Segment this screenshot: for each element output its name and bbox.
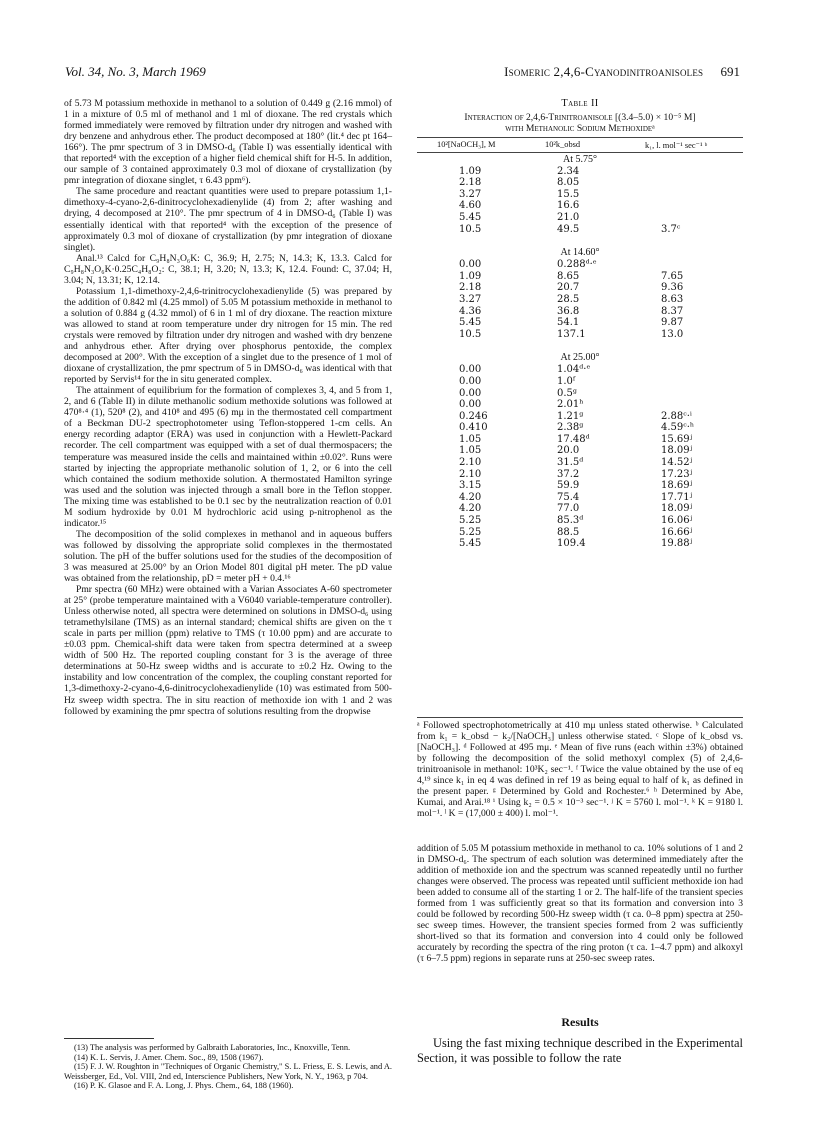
- table-row: [417, 434, 743, 446]
- paragraph: Using the fast mixing technique described in the Experimental Section, it was possible to follow the rate: [417, 1036, 743, 1065]
- table-footnote-text: ᵃ Followed spectrophotometrically at 410 mμ unless stated otherwise. ᵇ Calculated from k₁ = k_obsd − k₂/[NaOCH₃] unless otherwise stated. ᶜ Slope of k_obsd vs. [NaOCH₃]. ᵈ Followed at 495 mμ. ᵉ Mean of five runs (each within ±3%) obtained by following the decomposition of the solid methoxyl complex (5) of 2,4,6-trinitroanisole in methanol: 10³K₂ sec⁻¹. ᶠ Twice the value obtained by the use of eq 4,¹⁹ since k₁ in eq 4 was defined in ref 19 as being equal to half of k₁ as defined in the present paper. ᵍ Determined by Gold and Rochester.⁶ ʰ Determined by Abe, Kumai, and Arai.¹⁸ ⁱ Using k₂ = 0.5 × 10⁻³ sec⁻¹. ʲ K = 5760 l. mol⁻¹. ᵏ K = 9180 l. mol⁻¹. ˡ K = (17,000 ± 400) l. mol⁻¹.: [417, 720, 743, 820]
- left-column: [64, 98, 392, 717]
- paragraph: The same procedure and reactant quantities were used to prepare potassium 1,1-dimethoxy-4-cyano-2,6-dinitrocyclohexadienylide (4) from 2; after washing and drying, 4 decomposed at 210°. The pmr spectrum of 4 in DMSO-d₆ (Table I) was essentially identical with that reported⁴ with the exception of the presence of approximately 0.3 mol of dioxane of crystallization (by pmr integration of dioxane singlet).: [64, 186, 392, 253]
- table-row: [417, 503, 743, 515]
- table-cell: 14.52ʲ: [661, 457, 693, 469]
- table-row: [417, 224, 743, 236]
- table-cell: 1.09: [459, 165, 482, 177]
- table-row: [417, 271, 743, 283]
- table-cell: 54.1: [557, 317, 580, 329]
- table-group-title: At 5.75°: [563, 153, 597, 165]
- paragraph: Pmr spectra (60 MHz) were obtained with a Varian Associates A-60 spectrometer at 25° (probe temperature maintained with a V6040 variable-temperature controller). Unless otherwise noted, all spectra were determined on solutions in DMSO-d₆ using tetramethylsilane (TMS) as an internal standard; chemical shifts are given on the τ scale in parts per million (ppm) relative to TMS (τ 10.00 ppm) and are accurate to ±0.03 ppm. Chemical-shift data were taken from spectra determined at a sweep width of 500 Hz. The reported coupling constant for 3 is the average of three determinations at 50-Hz sweep widths and is accurate to ±0.2 Hz. Owing to the instability and low concentration of the complex, the coupling constant reported for 1,3-dimethoxy-2-cyano-4,6-dinitrocyclohexadienylide (10) was estimated from 500-Hz sweep width spectra. The in situ reaction of methoxide ion with 1 and 2 was followed by examining the pmr spectra of solutions resulting from the dropwise: [64, 584, 392, 717]
- table-cell: 0.288ᵈ·ᵉ: [557, 259, 597, 271]
- table-cell: 36.8: [557, 305, 580, 317]
- article-short-title: Isomeric 2,4,6-Cyanodinitroanisoles: [504, 64, 704, 79]
- table-cell: 0.00: [459, 259, 482, 271]
- paragraph: of 5.73 M potassium methoxide in methanol to a solution of 0.449 g (2.16 mmol) of 1 in a mixture of 0.5 ml of methanol and 1 ml of dioxane. The red crystals which formed immediately were removed by filtration under dry nitrogen and washed with dry benzene and anhydrous ether. The product decomposed at 180° (lit.⁴ dec pt 164–166°). The pmr spectrum of 3 in DMSO-d₆ (Table I) was essentially identical with that reported⁴ with the exception of a higher field chemical shift for H-5. In addition, our sample of 3 contained approximately 0.3 mol of dioxane of crystallization (by pmr integration of dioxane singlet, τ 6.43 ppm⁶).: [64, 98, 392, 187]
- footnote: (15) F. J. W. Roughton in "Techniques of Organic Chemistry," S. L. Friess, E. S. Lewis, and A. Weissberger, Ed., Vol. VIII, 2nd ed, Interscience Publishers, New York, N. Y., 1963, p 704.: [64, 1062, 392, 1081]
- table-cell: 4.60: [459, 200, 482, 212]
- table-cell: 18.09ʲ: [661, 445, 693, 457]
- table-cell: 15.5: [557, 188, 580, 200]
- table-row: [417, 492, 743, 504]
- table-cell: 0.00: [459, 399, 482, 411]
- table-cell: 17.48ᵈ: [557, 433, 590, 445]
- table-cell: 8.05: [557, 177, 580, 189]
- table-cell: 17.71ʲ: [661, 491, 693, 503]
- table-cell: 77.0: [557, 503, 580, 515]
- table-row: [417, 329, 743, 341]
- table-cell: 2.34: [557, 165, 580, 177]
- footnote: (14) K. L. Servis, J. Amer. Chem. Soc., 89, 1508 (1967).: [74, 1052, 264, 1062]
- table-row: [417, 411, 743, 423]
- page-footnotes: [64, 1038, 392, 1091]
- table-cell: 10.5: [459, 223, 482, 235]
- paragraph: The attainment of equilibrium for the formation of complexes 3, 4, and 5 from 1, 2, and 6 (Table II) in dilute methanolic sodium methoxide solutions was followed at 470⁸·⁴ (1), 520⁸ (2), and 410⁸ and 495 (6) mμ in the thermostated cell compartment of a Beckman DU-2 spectrophotometer using Teflon-stoppered 1-cm cells. An energy recording adaptor (ERA) was used in conjunction with a Hewlett-Packard recorder. The cell compartment was equipped with a set of dual thermospacers; the temperature was measured inside the cells and maintained within ±0.02°. Runs were started by injecting the appropriate methanolic solution of 1, 2, or 6 into the cell which contained the sodium methoxide solution. A thermostated Hamilton syringe was used and the solution was injected through a small bore in the Teflon stopper. The mixing time was established to be 0.1 sec by the neutralization reaction of 0.01 M sodium hydroxide by 0.01 M hydrochloric acid using p-nitrophenol as the indicator.¹⁵: [64, 385, 392, 529]
- paragraph: addition of 5.05 M potassium methoxide in methanol to ca. 10% solutions of 1 and 2 in DMSO-d₆. The spectrum of each solution was determined immediately after the addition of methoxide ion and the spectrum was scanned repeatedly until no further changes were observed. The process was repeated until sufficient methoxide ion had been added to consume all of the starting 1 or 2. The half-life of the transient species formed from 1 was sufficiently great so that its formation and conversion into 3 could be followed by recording 500-Hz sweep width (τ ca. 0–8 ppm) spectra at 250-sec sweep times. However, the transient species formed from 2 was sufficiently short-lived so that its formation and conversion into 4 could only be followed accurately by recording the spectra of the ring proton (τ ca. 1–4.7 ppm) and alkoxyl (τ 6–7.5 ppm) regions in separate runs at 250-sec sweep rates.: [417, 843, 743, 965]
- table-cell: 18.69ʲ: [661, 480, 693, 492]
- table-cell: 1.0ᶠ: [557, 375, 576, 387]
- table-cell: 3.15: [459, 480, 482, 492]
- results-text: [417, 1036, 743, 1066]
- table-cell: 4.36: [459, 305, 482, 317]
- table-cell: 16.66ʲ: [661, 526, 693, 538]
- header-k1: k₁, l. mol⁻¹ sec⁻¹ ᵇ: [645, 140, 708, 150]
- page-number: 691: [720, 64, 740, 79]
- footnote: (16) P. K. Glasoe and F. A. Long, J. Phys. Chem., 64, 188 (1960).: [74, 1081, 294, 1091]
- table-cell: 16.6: [557, 200, 580, 212]
- table-caption-line1: Interaction of 2,4,6-Trinitroanisole [(3.4–5.0) × 10⁻⁵ M]: [464, 112, 696, 123]
- table-cell: 10.5: [459, 328, 482, 340]
- table-row: [417, 282, 743, 294]
- table-row: [417, 259, 743, 271]
- table-cell: 1.05: [459, 433, 482, 445]
- running-head: [65, 64, 740, 82]
- table-row: [417, 457, 743, 469]
- table-cell: 109.4: [557, 538, 586, 550]
- table-cell: 28.5: [557, 293, 580, 305]
- table-cell: 49.5: [557, 223, 580, 235]
- header-naoch3: 10²[NaOCH₃], M: [437, 139, 496, 149]
- table-row: [417, 364, 743, 376]
- table-group-title: At 25.00°: [560, 352, 600, 364]
- table-cell: 2.10: [459, 468, 482, 480]
- paragraph: Potassium 1,1-dimethoxy-2,4,6-trinitrocyclohexadienylide (5) was prepared by the addition of 0.842 ml (4.25 mmol) of 5.05 M potassium methoxide in methanol to a solution of 0.884 g (4.32 mmol) of 6 in 1 ml of dry dioxane. The reaction mixture was allowed to stand at room temperature under dry nitrogen for 15 min. The red crystals were removed by filtration under dry nitrogen and washed with dry benzene and anhydrous ether. After drying over phosphorus pentoxide, the complex decomposed at 200°. With the exception of a singlet due to the presence of 1 mol of dioxane of crystallization, the pmr spectrum of 5 in DMSO-d₆ was identical with that reported by Servis¹⁴ for the in situ generated complex.: [64, 285, 392, 386]
- running-head-right: [504, 64, 740, 80]
- table-row: [417, 480, 743, 492]
- table-cell: 31.5ᵈ: [557, 457, 584, 469]
- table-label: Table II: [561, 98, 599, 109]
- table-row: [417, 469, 743, 481]
- table-bottom-rule: [417, 717, 743, 718]
- table-cell: 5.45: [459, 211, 482, 223]
- table-cell: 2.38ᵍ: [557, 422, 584, 434]
- table-cell: 15.69ʲ: [661, 433, 693, 445]
- table-cell: 4.20: [459, 503, 482, 515]
- table-cell: 8.65: [557, 270, 580, 282]
- table-header-row: [417, 137, 743, 153]
- table-cell: 1.05: [459, 445, 482, 457]
- table-caption-line2: with Methanolic Sodium Methoxideᵃ: [505, 123, 655, 135]
- journal-volume-info: Vol. 34, No. 3, March 1969: [65, 64, 206, 79]
- table-row: [417, 177, 743, 189]
- table-row: [417, 515, 743, 527]
- table-cell: 59.9: [557, 480, 580, 492]
- table-cell: 2.10: [459, 457, 482, 469]
- table-cell: 0.5ᵍ: [557, 387, 577, 399]
- table-cell: 0.00: [459, 387, 482, 399]
- table-cell: 5.45: [459, 317, 482, 329]
- table-cell: 5.45: [459, 538, 482, 550]
- table-cell: 18.09ʲ: [661, 503, 693, 515]
- table-cell: 9.87: [661, 317, 684, 329]
- table-cell: 0.00: [459, 375, 482, 387]
- table-cell: 0.410: [459, 422, 488, 434]
- table-row: [417, 445, 743, 457]
- table-cell: 1.04ᵈ·ᵉ: [557, 364, 591, 376]
- table-cell: 3.27: [459, 188, 482, 200]
- table-ii: [417, 98, 743, 550]
- header-kobsd: 10²k_obsd: [545, 139, 581, 149]
- table-row: [417, 294, 743, 306]
- table-cell: 4.20: [459, 491, 482, 503]
- table-cell: 20.7: [557, 282, 580, 294]
- table-cell: 2.18: [459, 177, 482, 189]
- table-cell: 88.5: [557, 526, 580, 538]
- section-heading-results: Results: [561, 1015, 599, 1029]
- table-cell: 75.4: [557, 491, 580, 503]
- table-cell: 8.37: [661, 305, 684, 317]
- footnote: (13) The analysis was performed by Galbraith Laboratories, Inc., Knoxville, Tenn.: [74, 1043, 351, 1052]
- table-cell: 5.25: [459, 526, 482, 538]
- table-cell: 13.0: [661, 328, 684, 340]
- table-cell: 8.63: [661, 293, 684, 305]
- table-cell: 1.09: [459, 270, 482, 282]
- table-row: [417, 317, 743, 329]
- footnote-divider: [64, 1038, 154, 1039]
- table-cell: 0.246: [459, 410, 488, 422]
- table-cell: 16.06ʲ: [661, 515, 693, 527]
- table-row: [417, 376, 743, 388]
- table-row: [417, 306, 743, 318]
- table-cell: 4.59ᶜ·ʰ: [661, 422, 695, 434]
- table-cell: 137.1: [557, 328, 586, 340]
- table-cell: 2.88ᶜ·ⁱ: [661, 410, 692, 422]
- table-cell: 0.00: [459, 364, 482, 376]
- table-row: [417, 189, 743, 201]
- table-body: [417, 154, 743, 550]
- table-cell: 3.7ᶜ: [661, 223, 681, 235]
- table-cell: 9.36: [661, 282, 684, 294]
- table-cell: 2.18: [459, 282, 482, 294]
- table-cell: 20.0: [557, 445, 580, 457]
- table-row: [417, 388, 743, 400]
- paragraph: The decomposition of the solid complexes in methanol and in aqueous buffers was followed by dissolving the appropriate solid complexes in the thermostated solution. The pH of the buffer solutions used for the studies of the decomposition of 3 was measured at 25.00° by an Orion Model 801 digital pH meter. The pD value was obtained from the relationship, pD = meter pH + 0.4.¹⁶: [64, 528, 392, 585]
- table-row: [417, 399, 743, 411]
- table-row: [417, 538, 743, 550]
- table-cell: 19.88ʲ: [661, 538, 693, 550]
- table-cell: 5.25: [459, 515, 482, 527]
- table-footnotes: [417, 715, 743, 819]
- table-row: [417, 200, 743, 212]
- table-row: [417, 212, 743, 224]
- table-row: [417, 527, 743, 539]
- table-cell: 85.3ᵈ: [557, 515, 584, 527]
- table-cell: 1.21ᵍ: [557, 410, 584, 422]
- paragraph: Anal.¹³ Calcd for C₉H₈N₃O₆K: C, 36.9; H, 2.75; N, 14.3; K, 13.3. Calcd for C₉H₈N₃O₆K·0.25C₄H₈O₂: C, 38.1; H, 3.20; N, 13.3; K, 12.4. Found: C, 37.04; H, 3.04; N, 13.31; K, 12.14.: [64, 252, 392, 286]
- right-column-text: [417, 843, 743, 965]
- table-cell: 3.27: [459, 293, 482, 305]
- table-cell: 7.65: [661, 270, 684, 282]
- table-cell: 37.2: [557, 468, 580, 480]
- table-cell: 17.23ʲ: [661, 468, 693, 480]
- table-row: [417, 422, 743, 434]
- table-group-title: At 14.60°: [560, 247, 600, 259]
- table-row: [417, 166, 743, 178]
- table-cell: 2.01ʰ: [557, 399, 584, 411]
- table-cell: 21.0: [557, 211, 580, 223]
